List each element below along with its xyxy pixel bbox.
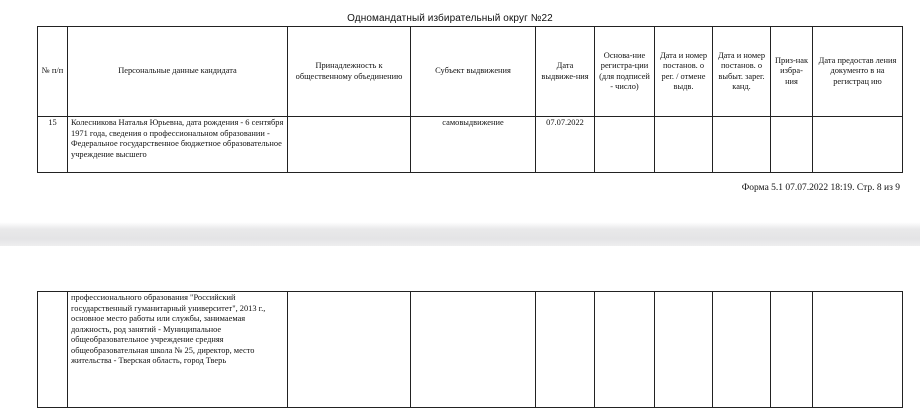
table-header-row <box>38 27 903 117</box>
cell-election-sign <box>771 292 813 408</box>
header-registration-basis: Основа-ние регистра-ции (для подписей - число) <box>595 27 655 117</box>
header-dropout-decree: Дата и номер постанов. о выбыт. зарег. канд. <box>713 27 771 117</box>
header-personal-data: Персональные данные кандидата <box>68 27 288 117</box>
cell-nomination-subject: самовыдвижение <box>411 117 536 173</box>
header-number: № п/п <box>38 27 68 117</box>
cell-election-sign <box>771 117 813 173</box>
candidates-table <box>37 26 903 173</box>
cell-registration-basis <box>595 117 655 173</box>
header-association: Принадлежность к общественному объединению <box>288 27 411 117</box>
cell-nomination-date: 07.07.2022 <box>536 117 595 173</box>
cell-dropout-decree <box>713 117 771 173</box>
table-row <box>38 117 903 173</box>
cell-number: 15 <box>38 117 68 173</box>
cell-nomination-date <box>536 292 595 408</box>
cell-registration-basis <box>595 292 655 408</box>
cell-documents-date <box>813 117 903 173</box>
header-nomination-subject: Субъект выдвижения <box>411 27 536 117</box>
cell-documents-date <box>813 292 903 408</box>
header-registration-decree: Дата и номер постанов. о рег. / отмене выдв. <box>655 27 713 117</box>
page-footer: Форма 5.1 07.07.2022 18:19. Стр. 8 из 9 <box>741 183 900 193</box>
header-documents-date: Дата предостав ления документо в на регистрац ию <box>813 27 903 117</box>
cell-personal-data: профессионального образования "Российский государственный гуманитарный университет", 2013 г., основное место работы или службы, занимаемая должность, род занятий - Муниципальное общеобразовательное учреждение средняя общеобразовательная школа № 25, директор, место жительства - Тверская область, город Тверь <box>68 292 288 408</box>
document-page-9 <box>0 246 920 417</box>
cell-nomination-subject <box>411 292 536 408</box>
cell-dropout-decree <box>713 292 771 408</box>
page-separator <box>0 222 920 246</box>
cell-registration-decree <box>655 117 713 173</box>
district-title: Одномандатный избирательный округ №22 <box>347 13 553 24</box>
header-election-sign: Приз-нак избра-ния <box>771 27 813 117</box>
header-nomination-date: Дата выдвиже-ния <box>536 27 595 117</box>
cell-association <box>288 292 411 408</box>
cell-number <box>38 292 68 408</box>
cell-registration-decree <box>655 292 713 408</box>
table-row <box>38 292 903 408</box>
cell-personal-data: Колесникова Наталья Юрьевна, дата рождения - 6 сентября 1971 года, сведения о профессиональном образовании - Федеральное государственное бюджетное образовательное учреждение высшего <box>68 117 288 173</box>
candidates-table-continued <box>37 291 903 408</box>
cell-association <box>288 117 411 173</box>
